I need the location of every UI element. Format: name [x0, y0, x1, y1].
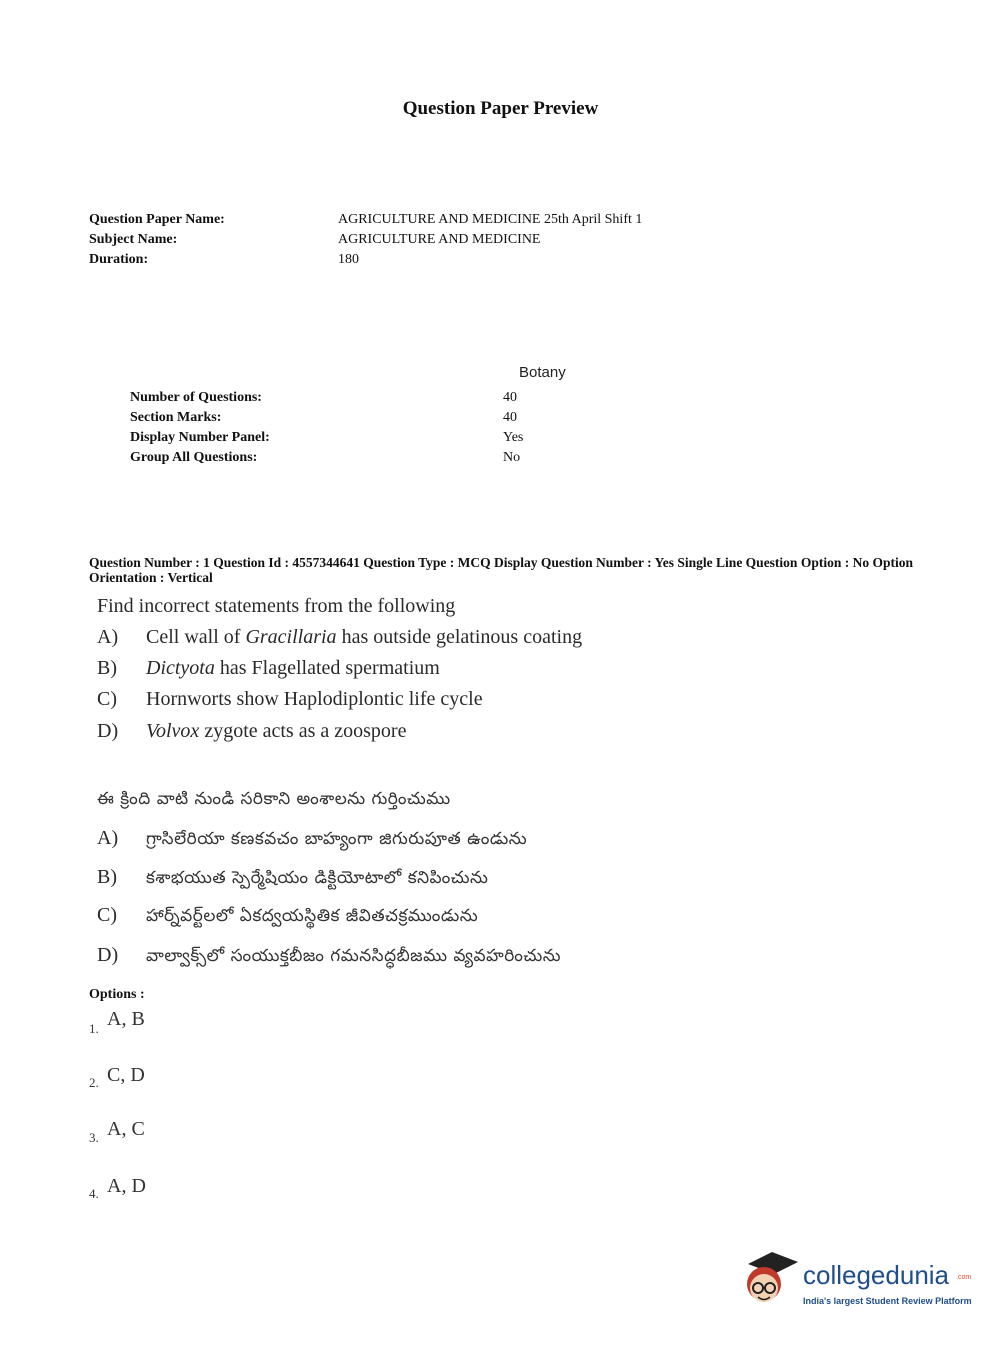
choice-number: 4. [89, 1186, 99, 1201]
section-name: Botany [519, 364, 566, 381]
watermark-brand: collegedunia [803, 1260, 950, 1290]
statement-letter: B) [97, 866, 117, 888]
statement-telugu: వాల్వాక్స్‌లో సంయుక్తబీజం గమనసిద్ధబీజము వ్యవహరించును [146, 946, 562, 966]
choice-number: 1. [89, 1021, 99, 1036]
statement-letter: A) [97, 626, 119, 648]
duration-label: Duration: [89, 252, 149, 267]
section-row-value: No [503, 450, 521, 465]
section-row-value: 40 [503, 410, 517, 425]
section-row-label: Section Marks: [130, 410, 222, 425]
subject-name-value: AGRICULTURE AND MEDICINE [338, 232, 541, 247]
page-title: Question Paper Preview [402, 98, 599, 119]
choice-number: 3. [89, 1130, 99, 1145]
statement-letter: D) [97, 944, 119, 966]
statement-telugu: గ్రాసిలేరియా కణకవచం బాహ్యంగా జిగురుపూత ఉండును [146, 829, 528, 849]
choice-text: A, C [107, 1118, 145, 1140]
paper-name-value: AGRICULTURE AND MEDICINE 25th April Shift 1 [338, 212, 643, 227]
statement-letter: C) [97, 904, 117, 926]
section-row-label: Display Number Panel: [130, 430, 270, 445]
paper-name-label: Question Paper Name: [89, 212, 225, 227]
statement-letter: D) [97, 720, 119, 742]
section-row-label: Group All Questions: [130, 450, 258, 465]
options-label: Options : [89, 987, 145, 1002]
choice-text: A, D [107, 1175, 146, 1197]
statement-letter: A) [97, 827, 119, 849]
statement-telugu: హార్న్‌వర్ట్‌లలో ఏకద్వయస్థితిక జీవితచక్రముండును [146, 906, 479, 926]
watermark-tagline: India's largest Student Review Platform [803, 1296, 972, 1306]
subject-name-label: Subject Name: [89, 232, 178, 247]
statement-telugu: కశాభయుత స్పెర్మేషియం డిక్టియోటాలో కనిపించును [146, 868, 489, 888]
statement-letter: B) [97, 657, 117, 679]
question-stem-telugu: ఈ క్రింది వాటి నుండి సరికాని అంశాలను గుర్తించుము [97, 789, 451, 809]
collegedunia-mascot-icon [742, 1250, 800, 1310]
question-stem-english: Find incorrect statements from the following [97, 595, 456, 617]
statement-english: Dictyota has Flagellated spermatium [146, 657, 440, 679]
statement-english: Cell wall of Gracillaria has outside gelatinous coating [146, 626, 583, 648]
section-row-label: Number of Questions: [130, 390, 262, 405]
section-row-value: 40 [503, 390, 517, 405]
section-row-value: Yes [503, 430, 524, 445]
watermark-suffix: .com [956, 1274, 972, 1281]
question-meta: Question Number : 1 Question Id : 4557344641 Question Type : MCQ Display Question Number : Yes Single Line Question Option : No Option Orientation : Vertical [89, 555, 913, 585]
duration-value: 180 [338, 252, 359, 267]
statement-letter: C) [97, 688, 117, 710]
statement-english: Hornworts show Haplodiplontic life cycle [146, 688, 483, 710]
choice-number: 2. [89, 1075, 99, 1090]
choice-text: A, B [107, 1008, 145, 1030]
choice-text: C, D [107, 1064, 145, 1086]
statement-english: Volvox zygote acts as a zoospore [146, 720, 407, 742]
